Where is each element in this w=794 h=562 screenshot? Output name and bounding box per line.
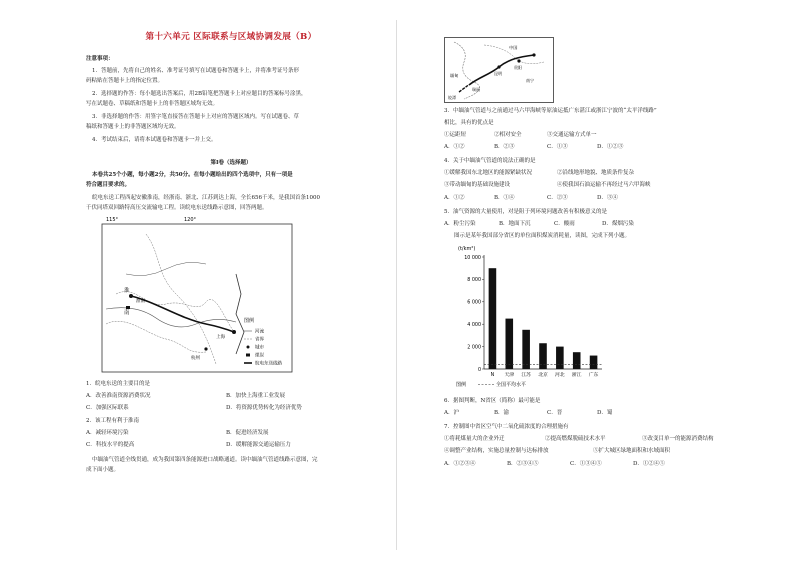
q5-option-b[interactable]: B．地面下沉 [499, 221, 531, 227]
q3-option-c[interactable]: C．①③ [547, 144, 568, 150]
place-label: 淮 [124, 288, 130, 294]
x-tick-label: 广东 [588, 373, 599, 378]
q7-option-a[interactable]: A．①②③④ [444, 461, 476, 467]
bar-3 [522, 330, 530, 369]
q7-item: ①将耗煤量大的企业外迁 [444, 436, 505, 442]
q3-stem2: 相比，具有的优点是 [444, 120, 494, 126]
chart-ylabel: (t/km²) [458, 246, 476, 252]
city-marker [232, 330, 236, 334]
y-tick-label: 8 000 [467, 278, 481, 284]
x-tick-label: N [490, 373, 495, 378]
note-line: 稿纸和答题卡上的非答题区域均无效。 [86, 124, 180, 130]
chart-legend-title: 图例 [456, 382, 467, 388]
notes-heading: 注意事项： [86, 56, 114, 62]
city-marker [497, 65, 500, 68]
x-tick-label: 江苏 [521, 373, 531, 378]
place-label: 昆明 [494, 71, 502, 76]
legend-city-symbol [247, 346, 250, 349]
q6-option-a[interactable]: A．沪 [444, 410, 459, 416]
bar-5 [556, 347, 564, 369]
legend-item: 城市 [255, 345, 264, 351]
city-marker [204, 347, 207, 350]
q7-item: ④调整产业结构，实施总量控制与达标排放 [444, 448, 549, 454]
place-label: 缅甸 [450, 73, 459, 78]
q3-option-d[interactable]: D．①②③ [597, 144, 624, 150]
legend-item: 省界 [255, 337, 264, 343]
place-label: 淮南 [136, 299, 145, 304]
intro2-line: 中缅油气管道全线贯通，成为我国第四条能源进口战略通道。读中缅油气管道线路示意图，完 [92, 457, 318, 463]
y-tick-label: 0 [477, 367, 481, 373]
place-label: 南 [124, 310, 130, 316]
section-title: 第Ⅰ卷（选择题） [210, 160, 252, 166]
right-page [397, 0, 794, 562]
intro-line: 皖电东送工程西起安徽淮南，经浙南、浙北、江苏到达上海，全长656千米，是我国首条1000 [92, 195, 320, 201]
power-line-map [86, 214, 316, 374]
pipeline-map [444, 37, 554, 103]
q2-option-c[interactable]: C．科技水平的提高 [86, 442, 135, 448]
y-tick-label: 6 000 [467, 300, 481, 306]
x-tick-label: 天津 [504, 373, 515, 378]
note-line: 2．选择题的作答：每小题选出答案后，用2B铅笔把答题卡上对应题目的答案标号涂黑， [92, 91, 307, 97]
bar-2 [505, 319, 513, 369]
q6-option-b[interactable]: B．渝 [494, 410, 510, 416]
legend-item: 河流 [255, 329, 264, 335]
q4-option-c[interactable]: C．②③ [547, 195, 568, 201]
q4-item: ④使我国石油运输不再经过马六甲海峡 [557, 182, 651, 188]
y-tick-label: 2 000 [467, 345, 481, 351]
q4-stem: 4．关于中缅油气管道的说法正确的是 [444, 158, 536, 164]
map-frame [445, 38, 554, 103]
q7-item: ③改变目单一的能源消费结构 [642, 436, 714, 442]
intro3: 图示是某年我国部分省区的单位面积煤炭消耗量，读图，完成下列小题。 [454, 233, 631, 239]
q5-option-a[interactable]: A．粉尘污染 [444, 221, 476, 227]
city-marker [532, 53, 535, 56]
q7-item: ⑤扩大城区绿地面积和水域面积 [593, 448, 671, 454]
q6-option-d[interactable]: D．蜀 [597, 410, 613, 416]
note-line: 1．答题前，先将自己的姓名、准考证号填写在试题卷和答题卡上，并将准考证号条形 [92, 68, 300, 74]
note-line: 4．考试结束后，请将本试题卷和答题卡一并上交。 [92, 137, 217, 143]
q4-item: ③带动缅甸的基础设施建设 [444, 182, 511, 188]
instructions-line: 本卷共25个小题，每小题2分，共50分。在每小题给出的四个选项中，只有一项是 [92, 172, 293, 178]
q2-option-a[interactable]: A．减轻环境污染 [86, 430, 129, 436]
bar-6 [573, 352, 581, 369]
q7-option-d[interactable]: D．①②④⑤ [633, 461, 665, 467]
q4-item: ①缓解我国东北地区的能源紧缺状况 [444, 170, 533, 176]
q4-option-d[interactable]: D．③④ [597, 195, 618, 201]
x-tick-label: 浙江 [571, 373, 582, 378]
q5-option-c[interactable]: C．酸雨 [554, 221, 575, 227]
legend-item: 煤炭 [255, 353, 264, 359]
place-label: 皎漂 [448, 95, 456, 100]
q2-option-b[interactable]: B．促进经济发展 [226, 430, 269, 436]
q1-option-c[interactable]: C．加强区际联系 [86, 405, 129, 411]
q7-stem: 7．控制图中省区空气中二氧化硫浓度的合理措施有 [444, 424, 569, 430]
lon-label-left: 115° [106, 217, 119, 223]
place-label: 南宁 [526, 78, 534, 83]
legend-item: 皖电东送线路 [255, 361, 282, 367]
q3-item: ③交通运输方式单一 [547, 132, 597, 138]
q4-item: ②沿线地形地貌、地质条件复杂 [557, 170, 635, 176]
q6-stem: 6．据图判断，N省区（简称）最可能是 [444, 398, 541, 404]
q3-item: ②相对安全 [494, 132, 522, 138]
legend-title: 图例 [244, 318, 255, 324]
instructions-line: 符合题目要求的。 [86, 182, 131, 188]
place-label: 上海 [216, 335, 225, 340]
bar-4 [539, 343, 547, 369]
q1-option-b[interactable]: B．加快上海重工业发展 [226, 393, 286, 399]
x-tick-label: 河北 [555, 373, 565, 378]
intro-line: 千伏同塔双回路特高压交流输电工程。读皖电东送线路示意图，回答两题。 [86, 205, 268, 211]
city-marker [129, 294, 133, 298]
place-label: 瑞丽 [472, 87, 480, 92]
y-tick-label: 4 000 [467, 323, 481, 328]
q2-option-d[interactable]: D．缓解能源交通运输压力 [226, 442, 291, 448]
note-line: 码粘贴在答题卡上的指定位置。 [86, 78, 164, 84]
q5-stem: 5．油气资源的大量使用，对是阻于列环境问题改善有积极意义的是 [444, 209, 608, 215]
q3-item: ①运距短 [444, 132, 467, 138]
place-label: 杭州 [191, 356, 200, 361]
intro2-line: 成下面小题。 [86, 467, 120, 473]
q1-option-d[interactable]: D．将资源优势转化为经济优势 [226, 405, 302, 411]
note-line: 写在试题卷、草稿纸和答题卡上的非答题区域均无效。 [86, 101, 219, 107]
q6-option-c[interactable]: C．晋 [547, 410, 563, 416]
x-tick-label: 北京 [538, 373, 548, 378]
q1-stem: 1．皖电东送的主要目的是 [86, 381, 151, 387]
bar-1 [489, 268, 497, 369]
coal-marker [126, 306, 130, 309]
q7-item: ②提高燃煤脱硫技术水平 [545, 436, 606, 442]
q3-option-b[interactable]: B．②③ [494, 144, 515, 150]
lon-label-right: 120° [184, 217, 197, 223]
place-label: 贵阳 [514, 65, 522, 70]
q7-option-b[interactable]: B．②③④⑤ [507, 461, 539, 467]
page-title: 第十六单元 区际联系与区域协调发展（B） [145, 32, 317, 42]
bar-7 [590, 356, 598, 369]
chart-legend-label: 全国平均水平 [496, 382, 527, 388]
coal-consumption-chart [454, 243, 604, 395]
q5-option-d[interactable]: D．煤烟污染 [602, 221, 634, 227]
q1-option-a[interactable]: A．改善淮南资源消费状况 [86, 393, 151, 399]
q7-option-c[interactable]: C．①③④⑤ [570, 461, 602, 467]
q2-stem: 2．该工程有利于淮南 [86, 418, 139, 424]
note-line: 3．非选择题的作答：用签字笔直接答在答题卡上对应的答题区域内。写在试题卷、草 [92, 114, 300, 120]
legend-coal-symbol [246, 354, 250, 357]
city-marker [517, 59, 520, 62]
q3-option-a[interactable]: A．①② [444, 144, 465, 150]
y-tick-label: 10 000 [464, 255, 481, 261]
place-label: 中国 [509, 45, 518, 50]
q3-stem: 3．中缅油气管道与之前通过马六甲海峡等原油运抵广东湛江或浙江宁波的“太平洋线路” [444, 108, 657, 114]
q4-option-a[interactable]: A．①② [444, 195, 465, 201]
q4-option-b[interactable]: B．①④ [494, 195, 515, 201]
